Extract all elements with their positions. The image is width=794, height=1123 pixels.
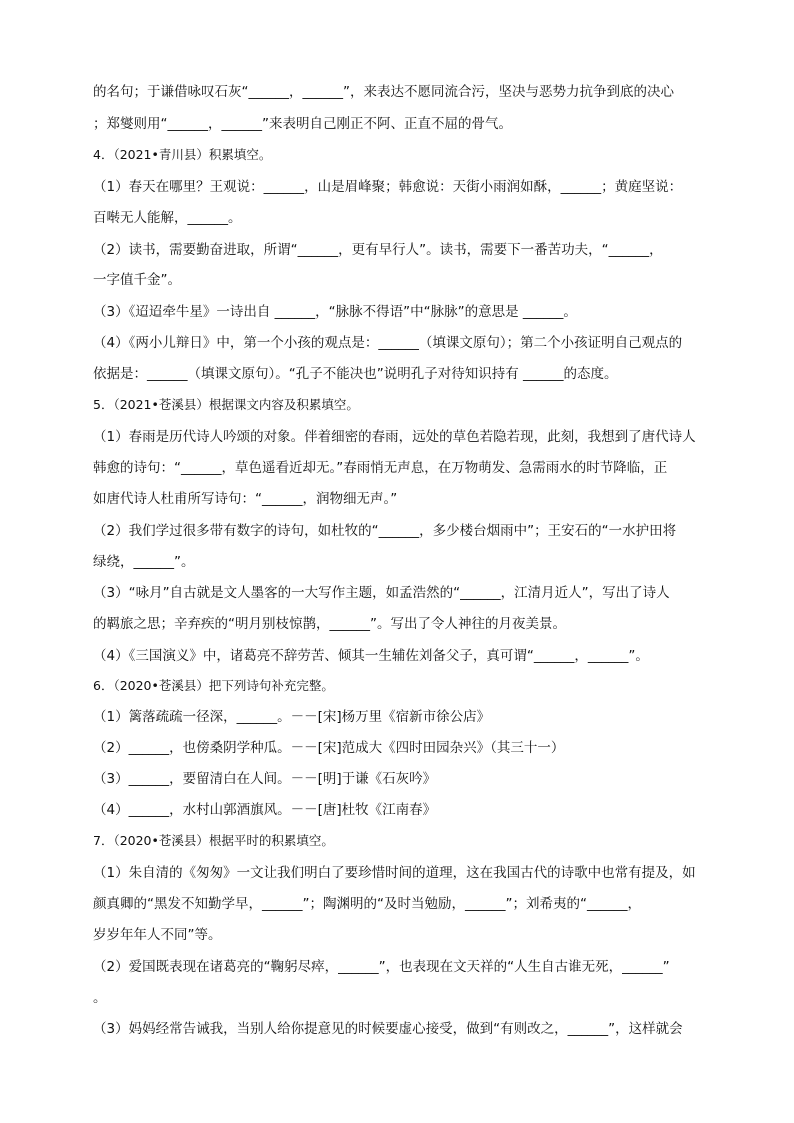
text-line: （2）______，也傍桑阴学种瓜。－－[宋]范成大《四时田园杂兴》（其三十一） bbox=[93, 740, 565, 756]
text-line: （2）读书，需要勤奋进取，所谓“______，更有早行人”。读书，需要下一番苦功夫，“______， bbox=[93, 242, 663, 258]
text-line: 岁岁年年人不同”等。 bbox=[93, 927, 222, 943]
text-line: 绿绕，______”。 bbox=[93, 554, 195, 570]
text-line: （3）______，要留清白在人间。－－[明]于谦《石灰吟》 bbox=[93, 771, 437, 787]
text-line: （1）春雨是历代诗人吟颂的对象。伴着细密的春雨，远处的草色若隐若现，此刻，我想到了唐代诗人 bbox=[93, 429, 696, 445]
text-line: ；郑燮则用“______，______”来表明自己刚正不阿、正直不屈的骨气。 bbox=[93, 116, 512, 132]
text-line: （2）爱国既表现在诸葛亮的“鞠躬尽瘁，______”，也表现在文天祥的“人生自古谁无死，______” bbox=[93, 959, 670, 975]
text-line: （3）“咏月”自古就是文人墨客的一大写作主题，如孟浩然的“______，江清月近人”，写出了诗人 bbox=[93, 585, 670, 601]
text-line: （1）春天在哪里？王观说：______，山是眉峰聚；韩愈说：天街小雨润如酥，______；黄庭坚说： bbox=[93, 179, 683, 195]
question-header: 6．（2020•苍溪县）把下列诗句补充完整。 bbox=[93, 678, 334, 693]
text-line: （4）《两小儿辩日》中，第一个小孩的观点是：______（填课文原句）；第二个小孩证明自己观点的 bbox=[93, 335, 683, 351]
text-line: （1）篱落疏疏一径深，______。－－[宋]杨万里《宿新市徐公店》 bbox=[93, 709, 491, 725]
text-line: 的名句；于谦借咏叹石灰“______，______”，来表达不愿同流合污，坚决与恶势力抗争到底的决心 bbox=[93, 84, 674, 100]
question-header: 7．（2020•苍溪县）根据平时的积累填空。 bbox=[93, 833, 334, 848]
text-line: 颜真卿的“黑发不知勤学早，______”；陶渊明的“及时当勉励，______”；刘希夷的“______， bbox=[93, 896, 641, 912]
text-line: 依据是：______（填课文原句）。“孔子不能决也”说明孔子对待知识持有 ______的态度。 bbox=[93, 366, 618, 382]
text-line: （4）《三国演义》中，诸葛亮不辞劳苦、倾其一生辅佐刘备父子，真可谓“______，______”。 bbox=[93, 648, 649, 664]
text-line: （1）朱自清的《匆匆》一文让我们明白了要珍惜时间的道理，这在我国古代的诗歌中也常有提及，如 bbox=[93, 865, 696, 881]
text-line: （3）《迢迢牵牛星》一诗出自 ______，“脉脉不得语”中“脉脉”的意思是 ______。 bbox=[93, 304, 577, 320]
text-line: 韩愈的诗句：“______，草色遥看近却无。”春雨悄无声息，在万物萌发、急需雨水的时节降临，正 bbox=[93, 460, 668, 476]
text-line: 百啭无人能解，______。 bbox=[93, 210, 242, 226]
text-line: （4）______，水村山郭酒旗风。－－[唐]杜牧《江南春》 bbox=[93, 802, 437, 818]
question-header: 5．（2021•苍溪县）根据课文内容及积累填空。 bbox=[93, 397, 359, 412]
text-line: （2）我们学过很多带有数字的诗句，如杜牧的“______，多少楼台烟雨中”；王安石的“一水护田将 bbox=[93, 523, 677, 539]
text-line: 。 bbox=[93, 990, 107, 1006]
text-line: （3）妈妈经常告诫我，当别人给你提意见的时候要虚心接受，做到“有则改之，______”，这样就会 bbox=[93, 1021, 683, 1037]
text-line: 如唐代诗人杜甫所写诗句：“______，润物细无声。” bbox=[93, 491, 398, 507]
text-line: 一字值千金”。 bbox=[93, 272, 181, 288]
question-header: 4．（2021•青川县）积累填空。 bbox=[93, 147, 272, 162]
text-line: 的羁旅之思；辛弃疾的“明月别枝惊鹊，______”。写出了令人神往的月夜美景。 bbox=[93, 616, 566, 632]
